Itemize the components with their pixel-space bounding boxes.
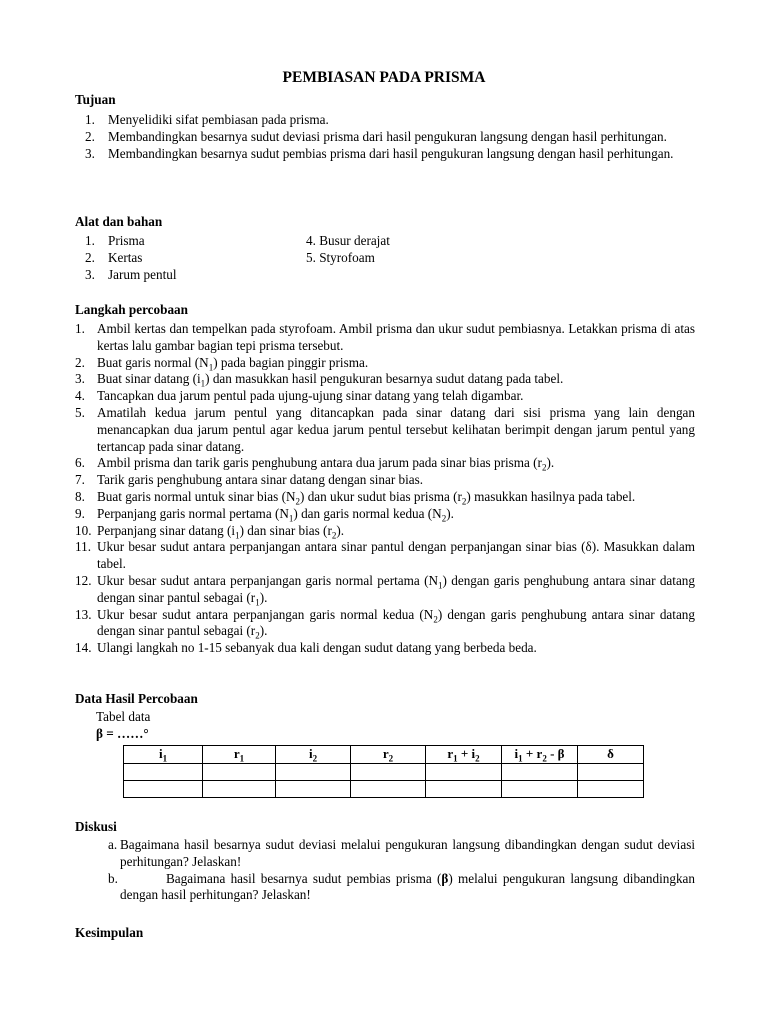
table-cell[interactable] bbox=[351, 780, 426, 797]
step-item: 8. Buat garis normal untuk sinar bias $(N_2)$ dan ukur sudut bias prisma $(r_2)$ masukkan hasilnya pada tabel. bbox=[75, 488, 636, 507]
step-item: 9. Perpanjang garis normal pertama $(N_1)$ dan garis normal kedua $(N_2)$. bbox=[75, 505, 454, 524]
step-item: 7. Tarik garis penghubung antara sinar datang dengan sinar bias. bbox=[75, 472, 424, 488]
column-header: δ bbox=[578, 746, 644, 764]
table-cell[interactable] bbox=[351, 763, 426, 780]
list-item: a. Bagaimana hasil besarnya sudut deviasi melalui pengukuran langsung dibandingkan dengan sudut deviasi perhitungan? Jelaskan! bbox=[108, 837, 695, 869]
column-header: $r_2$ bbox=[351, 746, 426, 764]
section-heading-data: Data Hasil Percobaan bbox=[75, 691, 198, 706]
data-table bbox=[123, 745, 644, 798]
section-heading-diskusi: Diskusi bbox=[75, 819, 117, 834]
list-item: 3. Membandingkan besarnya sudut pembias prisma dari hasil pengukuran langsung dengan hasil perhitungan. bbox=[85, 145, 674, 161]
column-header: $r_1 + i_2$ bbox=[426, 746, 502, 764]
step-item: 5. Amatilah kedua jarum pentul yang ditancapkan pada sinar datang dari sisi prisma yang lain dengan menancapkan dua jarum pentul agar kedua jarum pentul tersebut kelihatan berimpit dengan jarum pentul yang tertancap pada sinar datang. bbox=[75, 404, 695, 454]
step-item: 11. Ukur besar sudut antara perpanjangan antara sinar pantul dengan perpanjangan sinar bias (δ). Masukkan dalam tabel. bbox=[75, 539, 695, 572]
list-item: 2. Membandingkan besarnya sudut deviasi prisma dari hasil pengukuran langsung dengan hasil perhitungan. bbox=[85, 128, 667, 144]
table-caption: Tabel data bbox=[96, 709, 151, 724]
list-item: 3. Jarum pentul bbox=[85, 266, 177, 282]
table-cell[interactable] bbox=[502, 763, 578, 780]
step-item: 14. Ulangi langkah no 1-15 sebanyak dua kali dengan sudut datang yang berbeda beda. bbox=[75, 640, 537, 656]
table-cell[interactable] bbox=[578, 763, 644, 780]
table-cell[interactable] bbox=[124, 780, 203, 797]
table-cell[interactable] bbox=[124, 763, 203, 780]
list-item: 2. Kertas bbox=[85, 249, 143, 265]
section-heading-tujuan: Tujuan bbox=[75, 92, 116, 107]
step-item: 1. Ambil kertas dan tempelkan pada styrofoam. Ambil prisma dan ukur sudut pembiasnya. Letakkan prisma di atas kertas lalu gambar bagian tepi prisma tersebut. bbox=[75, 321, 695, 353]
table-row bbox=[124, 763, 644, 780]
diskusi-list bbox=[108, 837, 695, 904]
list-item: 4. Busur derajat bbox=[306, 233, 390, 248]
table-cell[interactable] bbox=[578, 780, 644, 797]
list-item: 1. Menyelidiki sifat pembiasan pada prisma. bbox=[85, 112, 329, 127]
table-header-row bbox=[124, 746, 644, 764]
table-cell[interactable] bbox=[203, 763, 276, 780]
alat-list-left bbox=[85, 233, 177, 283]
step-item: 12. Ukur besar sudut antara perpanjangan garis normal pertama $(N_1)$ dengan garis penghubung antara sinar datang dengan sinar pantul sebagai $(r_1)$. bbox=[75, 572, 695, 608]
table-cell[interactable] bbox=[203, 780, 276, 797]
list-item: 5. Styrofoam bbox=[306, 249, 375, 265]
alat-list-right bbox=[306, 233, 390, 267]
column-header: $i_2$ bbox=[276, 746, 351, 764]
column-header: $r_1$ bbox=[203, 746, 276, 764]
step-item: 10. Perpanjang sinar datang $(i_1)$ dan sinar bias $(r_2)$. bbox=[75, 522, 345, 541]
step-item: 3. Buat sinar datang $(i_1)$ dan masukkan hasil pengukuran besarnya sudut datang pada tabel. bbox=[75, 371, 564, 390]
step-item: 4. Tancapkan dua jarum pentul pada ujung-ujung sinar datang yang telah digambar. bbox=[75, 388, 524, 404]
table-cell[interactable] bbox=[276, 763, 351, 780]
step-item: 13. Ukur besar sudut antara perpanjangan garis normal kedua $(N_2)$ dengan garis penghubung antara sinar datang dengan sinar pantul sebagai $(r_2)$. bbox=[75, 606, 695, 641]
section-heading-langkah: Langkah percobaan bbox=[75, 302, 188, 317]
list-item: b. Bagaimana hasil besarnya sudut pembias prisma (β) melalui pengukuran langsung dibandingkan dengan hasil perhitungan? Jelaskan! bbox=[108, 870, 695, 903]
table-cell[interactable] bbox=[502, 780, 578, 797]
table-cell[interactable] bbox=[426, 780, 502, 797]
list-item: 1. Prisma bbox=[85, 233, 145, 248]
column-header: $i_1$ bbox=[124, 746, 203, 764]
page-title: PEMBIASAN PADA PRISMA bbox=[282, 69, 486, 86]
step-item: 2. Buat garis normal $(N_1)$ pada bagian pinggir prisma. bbox=[75, 354, 369, 373]
step-item: 6. Ambil prisma dan tarik garis penghubung antara dua jarum pada sinar bias prisma $(r_2)$. bbox=[75, 455, 555, 474]
tujuan-list bbox=[85, 112, 695, 162]
table-cell[interactable] bbox=[426, 763, 502, 780]
table-row bbox=[124, 780, 644, 797]
section-heading-alat: Alat dan bahan bbox=[75, 214, 163, 229]
column-header: $i_1 + r_2 - \beta$ bbox=[502, 746, 578, 764]
table-cell[interactable] bbox=[276, 780, 351, 797]
langkah-list bbox=[75, 321, 695, 657]
section-heading-kesimpulan: Kesimpulan bbox=[75, 925, 144, 940]
beta-value: β = ……° bbox=[96, 726, 149, 741]
